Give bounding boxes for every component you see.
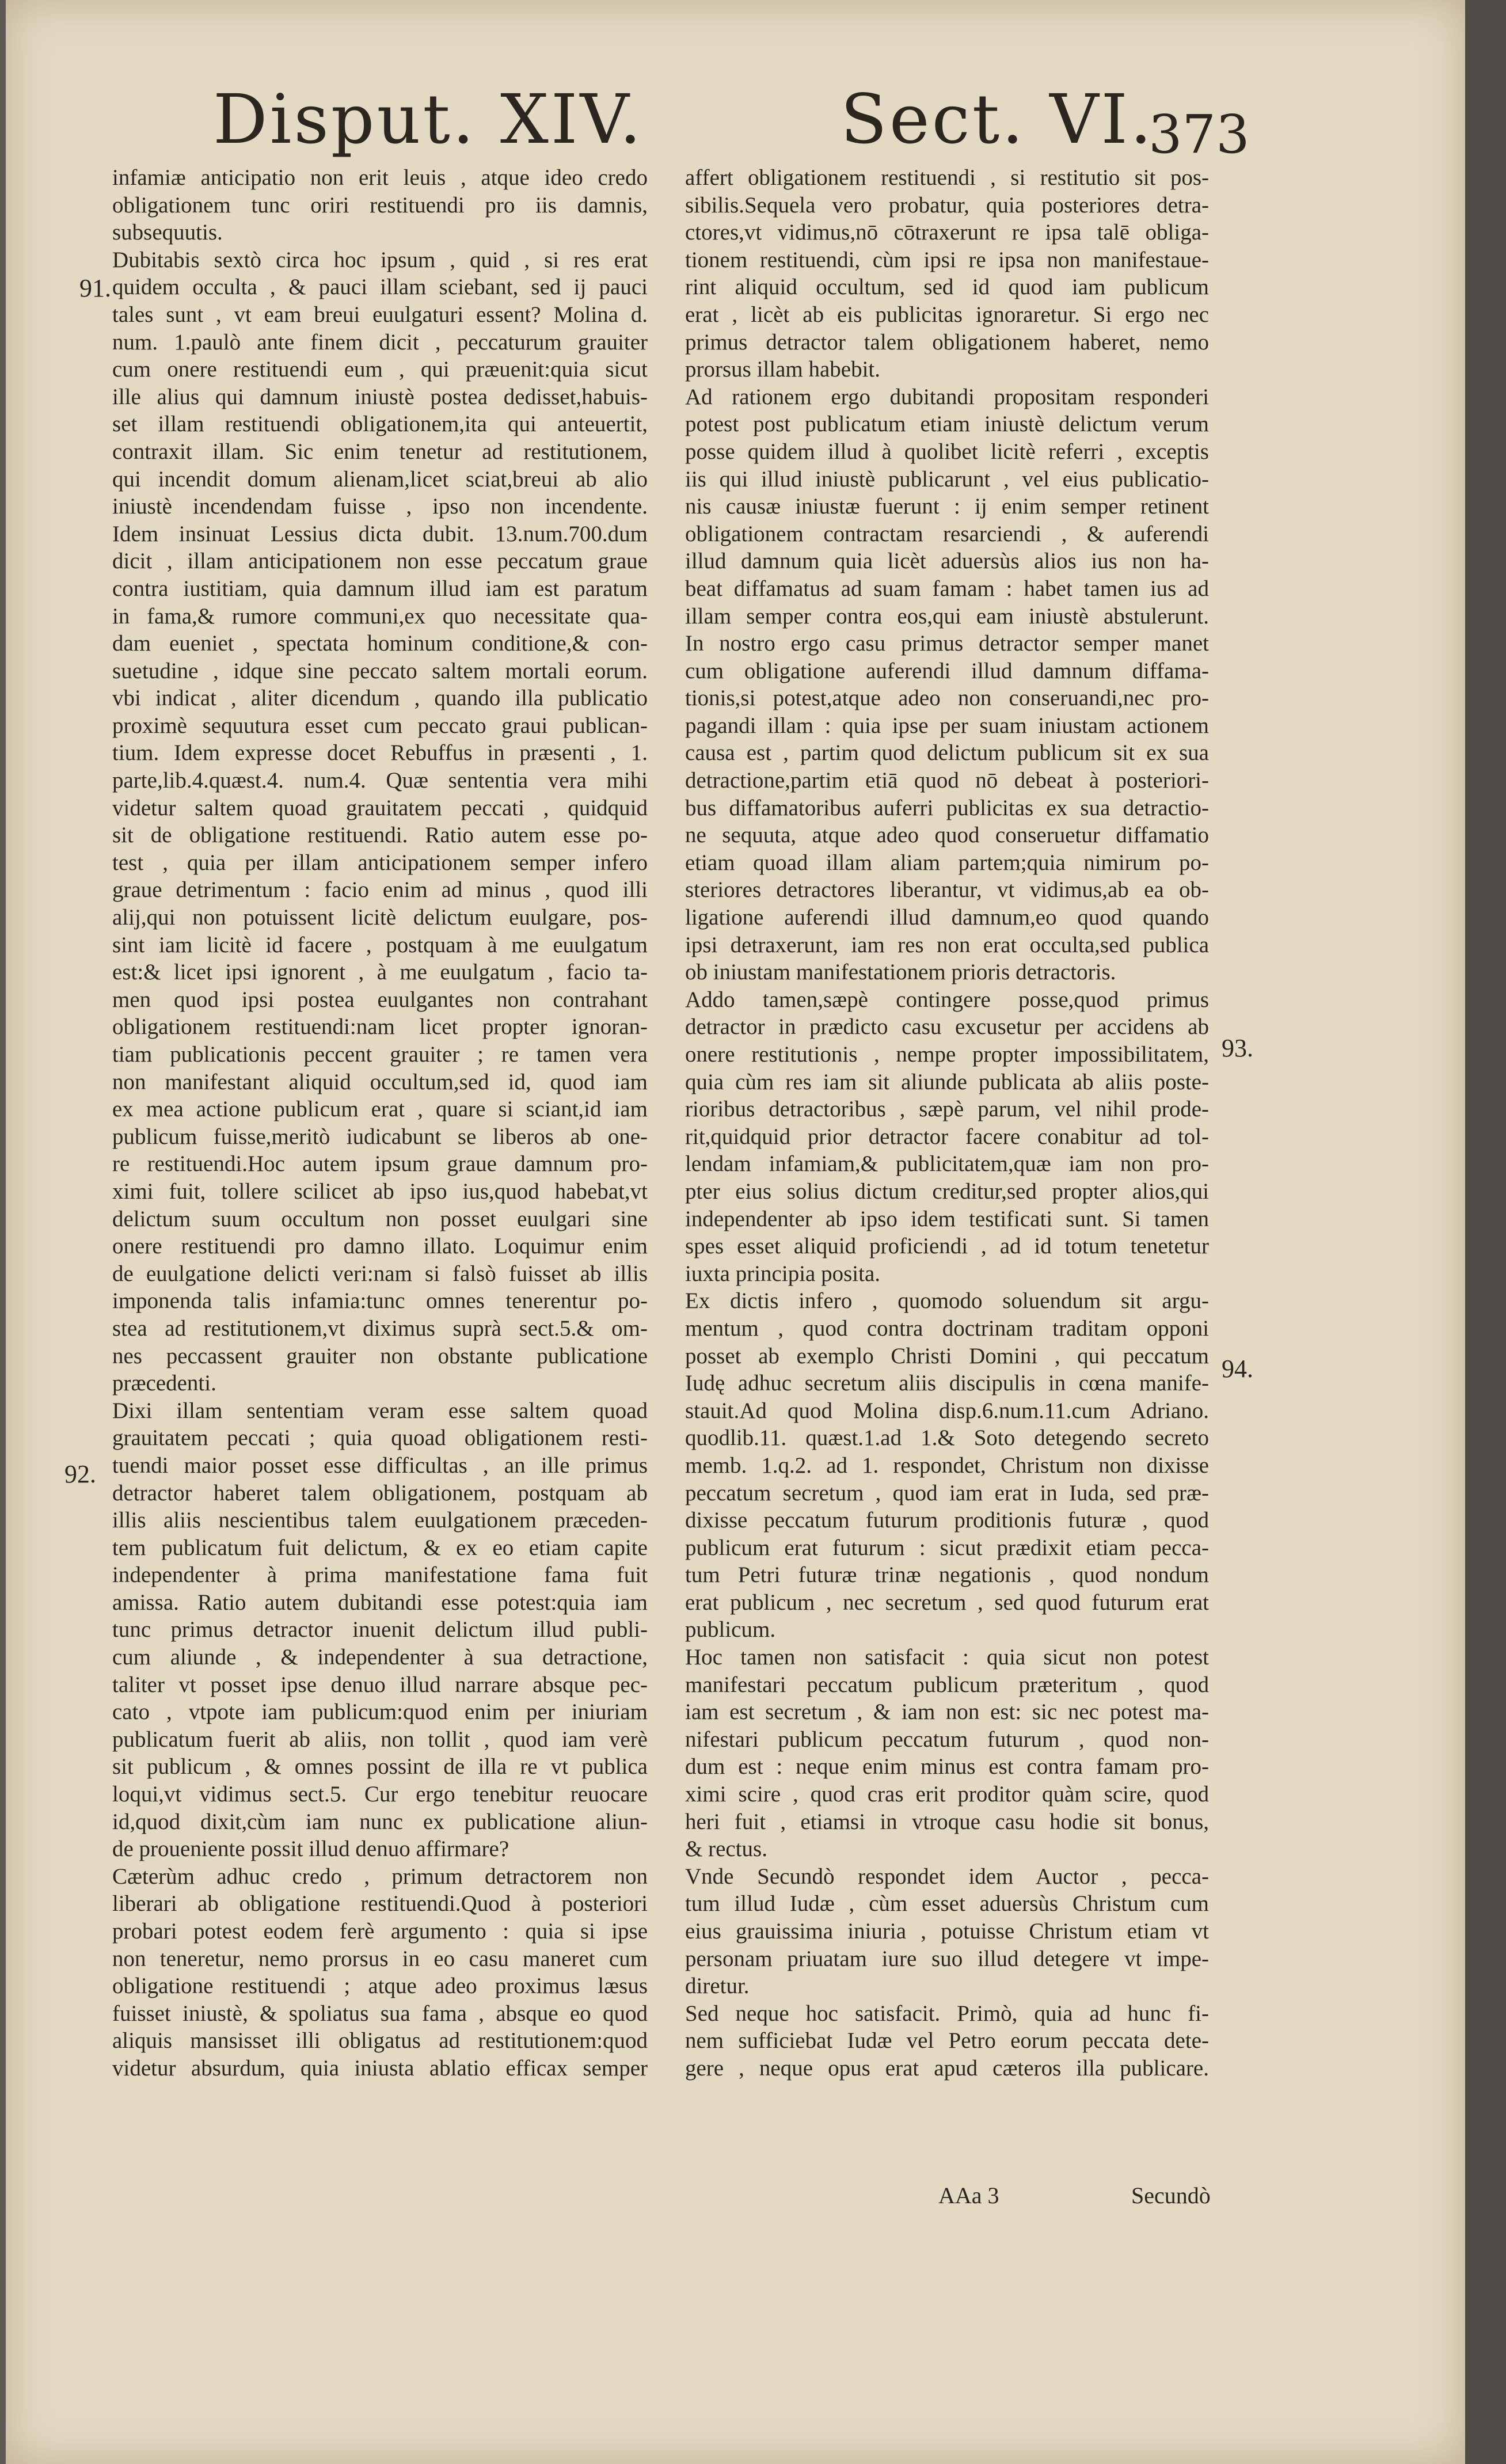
- text-line: tales sunt , vt eam breui euulgaturi essent? Molina d.: [112, 302, 648, 327]
- text-line: potest post publicatum etiam iniustè delictum verum: [685, 412, 1209, 437]
- text-line: tiam publicationis peccent grauiter ; re tamen vera: [112, 1042, 648, 1067]
- text-line: quodlib.11. quæst.1.ad 1.& Soto detegendo secreto: [685, 1425, 1209, 1451]
- text-line: vbi indicat , aliter dicendum , quando illa publicatio: [112, 686, 648, 711]
- text-line: personam priuatam iure suo illud detegere vt impe-: [685, 1946, 1209, 1971]
- text-line: test , quia per illam anticipationem semper infero: [112, 850, 648, 875]
- text-line: ctores,vt vidimus,nō cōtraxerunt re ipsa talē obliga-: [685, 220, 1209, 245]
- text-line: detractione,partim etiā quod nō debeat à posteriori-: [685, 768, 1209, 793]
- text-line: dum est : neque enim minus est contra famam pro-: [685, 1754, 1209, 1779]
- text-line: nem sufficiebat Iudæ vel Petro eorum peccata dete-: [685, 2028, 1209, 2054]
- text-line: publicum fuisse,meritò iudicabunt se liberos ab one-: [112, 1124, 648, 1149]
- text-line: taliter vt posset ipse denuo illud narrare absque pec-: [112, 1672, 648, 1697]
- text-line: posset ab exemplo Christi Domini , qui peccatum: [685, 1343, 1209, 1368]
- text-line: Dubitabis sextò circa hoc ipsum , quid , si res erat: [112, 247, 648, 272]
- text-line: sit de obligatione restituendi. Ratio autem esse po-: [112, 823, 648, 848]
- text-line: onere restituendi pro damno illato. Loquimur enim: [112, 1234, 648, 1259]
- text-line: erat , licèt ab eis publicitas ignoraretur. Si ergo nec: [685, 302, 1209, 327]
- text-line: etiam quoad illam aliam partem;quia nimirum po-: [685, 850, 1209, 875]
- text-line: rint aliquid occultum, sed id quod iam publicum: [685, 275, 1209, 300]
- text-line: ex mea actione publicum erat , quare si sciant,id iam: [112, 1097, 648, 1122]
- text-line: steriores detractores liberantur, vt vidimus,ab ea ob-: [685, 877, 1209, 903]
- text-line: subsequutis.: [112, 220, 223, 245]
- text-line: in fama,& rumore communi,ex quo necessitate qua-: [112, 603, 648, 629]
- text-line: graue detrimentum : facio enim ad minus , quod illi: [112, 877, 648, 903]
- text-line: gere , neque opus erat apud cæteros illa publicare.: [685, 2055, 1209, 2081]
- text-line: spes esset aliquid proficiendi , ad id totum tenetetur: [685, 1234, 1209, 1259]
- text-line: nifestari publicum peccatum futurum , quod non-: [685, 1727, 1209, 1752]
- text-line: Addo tamen,sæpè contingere posse,quod primus: [685, 987, 1209, 1012]
- text-line: manifestari peccatum publicum præteritum , quod: [685, 1672, 1209, 1697]
- text-line: dam eueniet , spectata hominum conditione,& con-: [112, 631, 648, 656]
- text-line: id,quod dixit,cùm iam nunc ex publicatione aliun-: [112, 1809, 648, 1834]
- text-line: heri fuit , etiamsi in vtroque casu hodie sit bonus,: [685, 1809, 1209, 1834]
- text-line: & rectus.: [685, 1836, 767, 1862]
- text-line: Idem insinuat Lessius dicta dubit. 13.num.700.dum: [112, 521, 648, 546]
- text-line: fuisset iniustè, & spoliatus sua fama , absque eo quod: [112, 2001, 648, 2026]
- text-line: ligatione auferendi illud damnum,eo quod quando: [685, 905, 1209, 930]
- text-line: Sed neque hoc satisfacit. Primò, quia ad hunc fi-: [685, 2001, 1209, 2026]
- text-line: independenter à prima manifestatione fama fuit: [112, 1562, 648, 1588]
- text-line: erat publicum , nec secretum , sed quod futurum erat: [685, 1590, 1209, 1615]
- page-number: 373: [1148, 104, 1250, 165]
- book-spine-shadow: [1465, 0, 1506, 2464]
- text-line: tem publicatum fuit delictum, & ex eo etiam capite: [112, 1535, 648, 1560]
- text-line: de proueniente possit illud denuo affirmare?: [112, 1836, 509, 1862]
- running-head-disputation: Disput. XIV.: [213, 79, 644, 159]
- text-line: onere restitutionis , nempe propter impossibilitatem,: [685, 1042, 1209, 1067]
- text-line: loqui,vt vidimus sect.5. Cur ergo tenebitur reuocare: [112, 1782, 648, 1807]
- text-line: obligationem tunc oriri restituendi pro iis damnis,: [112, 192, 648, 218]
- text-line: Vnde Secundò respondet idem Auctor , pecca-: [685, 1864, 1209, 1889]
- text-line: delictum suum occultum non posset euulgari sine: [112, 1206, 648, 1231]
- signature-mark: AAa 3: [938, 2182, 999, 2208]
- margin-number-91: 91.: [79, 274, 111, 302]
- text-line: lendam infamiam,& publicitatem,quæ iam non pro-: [685, 1151, 1209, 1177]
- text-line: tuendi maior posset esse difficultas , an ille primus: [112, 1452, 648, 1478]
- text-line: eius grauissima iniuria , potuisse Christum etiam vt: [685, 1919, 1209, 1944]
- text-line: independenter ab ipso idem testificati sunt. Si tamen: [685, 1206, 1209, 1231]
- text-line: causa est , partim quod delictum publicum sit ex sua: [685, 740, 1209, 766]
- text-line: obligationem contractam resarciendi , & auferendi: [685, 521, 1209, 546]
- text-line: rioribus detractoribus , sæpè parum, vel nihil prode-: [685, 1097, 1209, 1122]
- text-line: ille alius qui damnum iniustè postea dedisset,habuis-: [112, 384, 648, 409]
- text-line: publicatum fuerit ab aliis, non tollit , quod iam verè: [112, 1727, 648, 1752]
- text-line: cum onere restituendi eum , qui præuenit:quia sicut: [112, 357, 648, 382]
- text-line: affert obligationem restituendi , si restitutio sit pos-: [685, 165, 1209, 190]
- text-line: iis qui illud iniustè publicarunt , vel eius publicatio-: [685, 466, 1209, 492]
- text-line: qui incendit domum alienam,licet sciat,breui ab alio: [112, 466, 648, 492]
- right-text-column: [685, 164, 1209, 2082]
- text-line: imponenda talis infamia:tunc omnes tenerentur po-: [112, 1288, 648, 1314]
- text-line: cato , vtpote iam publicum:quod enim per iniuriam: [112, 1699, 648, 1725]
- text-line: ne sequuta, atque adeo quod conseruetur diffamatio: [685, 823, 1209, 848]
- text-line: Iudę adhuc secretum aliis discipulis in cœna manife-: [685, 1371, 1209, 1396]
- text-line: liberari ab obligatione restituendi.Quod à posteriori: [112, 1891, 648, 1917]
- text-line: sint iam licitè id facere , postquam à me euulgatum: [112, 932, 648, 957]
- text-line: men quod ipsi postea euulgantes non contrahant: [112, 987, 648, 1012]
- text-line: detractor haberet talem obligationem, postquam ab: [112, 1480, 648, 1505]
- text-line: Ex dictis infero , quomodo soluendum sit argu-: [685, 1288, 1209, 1314]
- text-line: posse quidem illud à quolibet licitè referri , exceptis: [685, 439, 1209, 464]
- text-line: ximi fuit, tollere scilicet ab ipso ius,quod habebat,vt: [112, 1178, 648, 1204]
- text-line: sibilis.Sequela vero probatur, quia posteriores detra-: [685, 192, 1209, 218]
- text-line: est:& licet ipsi ignorent , à me euulgatum , facio ta-: [112, 960, 648, 985]
- text-line: alij,qui non potuissent licitè delictum euulgare, pos-: [112, 905, 648, 930]
- text-line: set illam restituendi obligationem,ita qui anteuertit,: [112, 412, 648, 437]
- text-line: infamiæ anticipatio non erit leuis , atque ideo credo: [112, 165, 648, 190]
- text-line: publicum.: [685, 1617, 776, 1642]
- text-line: peccatum secretum , quod iam erat in Iuda, sed præ-: [685, 1480, 1209, 1505]
- text-line: illam semper contra eos,qui eam iniustè abstulerunt.: [685, 603, 1209, 629]
- text-line: contra iustitiam, quia damnum illud iam est paratum: [112, 576, 648, 601]
- text-line: cum obligatione auferendi illud damnum diffama-: [685, 658, 1209, 683]
- text-line: re restituendi.Hoc autem ipsum graue damnum pro-: [112, 1151, 648, 1177]
- text-line: tionis,si potest,atque adeo non conseruandi,nec pro-: [685, 686, 1209, 711]
- text-line: In nostro ergo casu primus detractor semper manet: [685, 631, 1209, 656]
- text-line: publicum erat futurum : sicut prædixit etiam pecca-: [685, 1535, 1209, 1560]
- text-line: Dixi illam sententiam veram esse saltem quoad: [112, 1398, 648, 1423]
- text-line: Cæterùm adhuc credo , primum detractorem non: [112, 1864, 648, 1889]
- text-line: tum illud Iudæ , cùm esset aduersùs Christum cum: [685, 1891, 1209, 1917]
- text-line: prorsus illam habebit.: [685, 357, 881, 382]
- text-line: rit,quidquid prior detractor facere conabitur ad tol-: [685, 1124, 1209, 1149]
- text-line: non teneretur, nemo prorsus in eo casu maneret cum: [112, 1946, 648, 1971]
- text-line: præcedenti.: [112, 1371, 216, 1396]
- text-line: dicit , illam anticipationem non esse peccatum graue: [112, 549, 648, 574]
- text-line: non manifestant aliquid occultum,sed id, quod iam: [112, 1069, 648, 1094]
- margin-number-94: 94.: [1222, 1355, 1253, 1383]
- margin-number-92: 92.: [64, 1460, 96, 1488]
- text-line: de euulgatione delicti veri:nam si falsò fuisset ab illis: [112, 1261, 648, 1286]
- text-line: quia cùm res iam sit aliunde publicata ab aliis poste-: [685, 1069, 1209, 1094]
- book-page: [6, 0, 1465, 2464]
- text-line: beat diffamatus ad suam famam : habet tamen ius ad: [685, 576, 1209, 601]
- text-line: iam est secretum , & iam non est: sic nec potest ma-: [685, 1699, 1209, 1725]
- text-line: parte,lib.4.quæst.4. num.4. Quæ sententia vera mihi: [112, 768, 648, 793]
- text-line: stea ad restitutionem,vt diximus suprà sect.5.& om-: [112, 1315, 648, 1341]
- text-line: primus detractor talem obligationem haberet, nemo: [685, 329, 1209, 355]
- text-line: bus diffamatoribus auferri publicitas ex sua detractio-: [685, 795, 1209, 820]
- text-line: iuxta principia posita.: [685, 1261, 881, 1286]
- text-line: Hoc tamen non satisfacit : quia sicut non potest: [685, 1645, 1209, 1670]
- text-line: probari potest eodem ferè argumento : quia si ipse: [112, 1919, 648, 1944]
- text-line: diretur.: [685, 1974, 750, 1999]
- text-line: tunc primus detractor inuenit delictum illud publi-: [112, 1617, 648, 1642]
- text-line: suetudine , idque sine peccato saltem mortali eorum.: [112, 658, 648, 683]
- text-line: grauitatem peccati ; quia quoad obligationem resti-: [112, 1425, 648, 1451]
- text-line: nis causæ iniustæ fuerunt : ij enim semper retinent: [685, 494, 1209, 519]
- catchword: Secundò: [1131, 2182, 1211, 2208]
- text-line: dixisse peccatum futurum proditionis futuræ , quod: [685, 1508, 1209, 1533]
- text-line: ob iniustam manifestationem prioris detractoris.: [685, 960, 1116, 985]
- text-line: num. 1.paulò ante finem dicit , peccaturum grauiter: [112, 329, 648, 355]
- running-head-section: Sect. VI.: [841, 79, 1154, 159]
- text-line: illud damnum quia licèt aduersùs alios ius non ha-: [685, 549, 1209, 574]
- text-line: ximi scire , quod cras erit proditor quàm scire, quod: [685, 1782, 1209, 1807]
- text-line: obligationem restituendi:nam licet propter ignoran-: [112, 1014, 648, 1040]
- text-line: iniustè incendendam fuisse , ipso non incendente.: [112, 494, 648, 519]
- text-line: pagandi illam : quia ipse per suam iniustam actionem: [685, 713, 1209, 738]
- text-line: proximè sequutura esset cum peccato graui publican-: [112, 713, 648, 738]
- text-line: contraxit illam. Sic enim tenetur ad restitutionem,: [112, 439, 648, 464]
- text-line: Ad rationem ergo dubitandi propositam responderi: [685, 384, 1209, 409]
- text-line: tionem restituendi, cùm ipsi re ipsa non manifestaue-: [685, 247, 1209, 272]
- text-line: detractor in prædicto casu excusetur per accidens ab: [685, 1014, 1209, 1040]
- text-line: mentum , quod contra doctrinam traditam opponi: [685, 1315, 1209, 1341]
- text-line: cum aliunde , & independenter à sua detractione,: [112, 1645, 648, 1670]
- text-line: nes peccassent grauiter non obstante publicatione: [112, 1343, 648, 1368]
- text-line: tum Petri futuræ trinæ negationis , quod nondum: [685, 1562, 1209, 1588]
- text-line: amissa. Ratio autem dubitandi esse potest:quia iam: [112, 1590, 648, 1615]
- text-line: stauit.Ad quod Molina disp.6.num.11.cum Adriano.: [685, 1398, 1209, 1423]
- text-line: quidem occulta , & pauci illam sciebant, sed ij pauci: [112, 275, 648, 300]
- text-line: tium. Idem expresse docet Rebuffus in præsenti , 1.: [112, 740, 648, 766]
- left-text-column: [112, 164, 648, 2082]
- margin-number-93: 93.: [1222, 1034, 1253, 1062]
- text-line: videtur saltem quoad grauitatem peccati , quidquid: [112, 795, 648, 820]
- text-line: illis aliis nescientibus talem euulgationem præceden-: [112, 1508, 648, 1533]
- text-line: memb. 1.q.2. ad 1. respondet, Christum non dixisse: [685, 1452, 1209, 1478]
- text-line: videtur absurdum, quia iniusta ablatio efficax semper: [112, 2055, 648, 2081]
- text-line: obligatione restituendi ; atque adeo proximus læsus: [112, 1974, 648, 1999]
- text-line: ipsi detraxerunt, iam res non erat occulta,sed publica: [685, 932, 1209, 957]
- text-line: sit publicum , & omnes possint de illa re vt publica: [112, 1754, 648, 1779]
- text-line: aliquis mansisset illi obligatus ad restitutionem:quod: [112, 2028, 648, 2054]
- text-line: pter eius solius dictum creditur,sed propter alios,qui: [685, 1178, 1209, 1204]
